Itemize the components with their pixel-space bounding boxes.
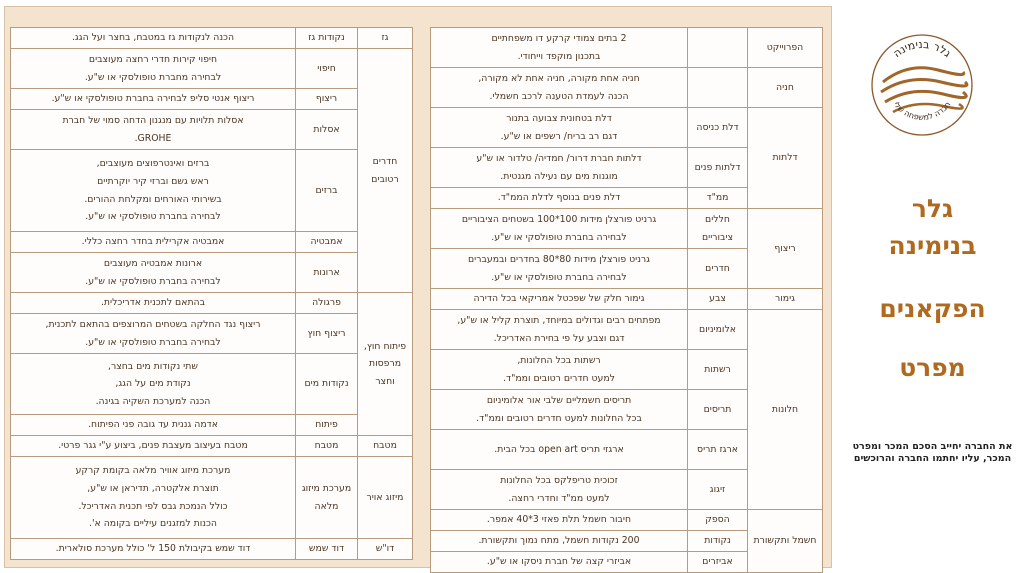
legal-note: את החברה יחייב הסכם המכר ומפרט המכר, עליו יחתמו החברה והרוכשים [852,441,1013,465]
category-finish: גימור [748,289,823,310]
subcategory: מטבח [296,436,358,457]
description: אמבטיה אקרילית בחדר רחצה כללי. [11,232,296,253]
category-solar: דו"ש [358,539,413,560]
brand-title-1: גלר [911,194,954,223]
subcategory: אסלות [296,110,358,150]
description: דלת פנים בנוסף לדלת הממ"ד. [431,188,688,209]
description: חיפוי קירות חדרי רחצה מעוצבים לבחירה מחברת טופולסקי או ש"ע. [11,49,296,89]
description: ריצוף נגד החלקה בשטחים המרוצפים בהתאם לתכנית, לבחירה בחברת טופולסקי או ש"ע. [11,314,296,354]
subcategory: צבע [688,289,748,310]
subcategory: ממ"ד [688,188,748,209]
table-row [11,539,413,560]
table-row [11,110,413,150]
subcategory: חדרים [688,249,748,289]
category-ac: מיזוג אויר [358,457,413,539]
logo-icon [863,22,981,148]
table-row [11,253,413,293]
description: חיבור חשמל תלת פאזי 3*40 אמפר. [431,510,688,531]
subcategory: נקודות [688,531,748,552]
category-kitchen: מטבח [358,436,413,457]
description: אביזרי קצה של חברת ניסקו או ש"ע. [431,552,688,573]
table-row [11,354,413,415]
spec-table-left [10,27,413,560]
category-parking: חניה [748,68,823,108]
description: דלתות חברת דרור/ חמדיה/ טלדור או ש"ע מוגנות מים עם נעילה מגנטית. [431,148,688,188]
brand-title-3: הפקאנים [879,294,986,323]
description: מפתחים רבים וגדולים במיוחד, תוצרת קליל או ש"ע, דגם וצבע על פי בחירת האדריכל. [431,310,688,350]
table-row [431,68,823,108]
description: הכנה לנקודות גז במטבח, בחצר ועל הגג. [11,28,296,49]
description: זכוכית טריפלקס בכל החלונות למעט ממ"ד וחדרי רחצה. [431,470,688,510]
subcategory: חללים ציבוריים [688,209,748,249]
description: ברזים ואינטרפוצים מעוצבים, ראש גשם וברזי קיר יוקרתיים בשירותי האורחים ומקלחת ההורים. לבחירה בחברת טופולסקי או ש"ע. [11,150,296,232]
description: חניה אחת מקורה, חניה אחת לא מקורה, הכנה לעמדת הטענה לרכב חשמלי. [431,68,688,108]
description: ארונות אמבטיה מעוצבים לבחירה בחברת טופולסקי או ש"ע. [11,253,296,293]
table-row [431,310,823,350]
category-flooring: ריצוף [748,209,823,289]
subcategory: דוד שמש [296,539,358,560]
subcategory: חיפוי [296,49,358,89]
description: גרניט פורצלן מידות 100*100 בשטחים הציבוריים לבחירה בחברת טופולסקי או ש"ע. [431,209,688,249]
brand-panel [841,8,1024,573]
subcategory: פיתוח [296,415,358,436]
description: גימור חלק של שפכטל אמריקאי בכל הדירה [431,289,688,310]
table-row [431,209,823,249]
subcategory: תריסים [688,390,748,430]
description: מערכת מיזוג אוויר מלאה בקומת קרקע תוצרת אלקטרה, תדיראן או ש"ע, כולל הנמכת גבס לפי תכנית האדריכל. הכנות למזגנים עיליים בקומה א'. [11,457,296,539]
description: אדמה גננית עד גובה פני הפיתוח. [11,415,296,436]
subcategory: אביזרים [688,552,748,573]
subcategory: רשתות [688,350,748,390]
subcategory: ארונות [296,253,358,293]
table-row [431,289,823,310]
subcategory: ברזים [296,150,358,232]
table-row [431,28,823,68]
subcategory [688,28,748,68]
category-gas: גז [358,28,413,49]
brand-title-4: מפרט [899,353,966,382]
category-electric: חשמל ותקשורת [748,510,823,573]
description: תריסים חשמליים שלבי אור אלומיניום בכל החלונות למעט חדרים רטובים וממ"ד. [431,390,688,430]
description: אסלות תלויות עם מנגנון הדחה סמוי של חברת GROHE. [11,110,296,150]
spec-table-right [430,27,823,573]
description: ארגזי תריס open art בכל הבית. [431,430,688,470]
description: שתי נקודות מים בחצר, נקודת מים על הגג, הכנה למערכת השקיה בגינה. [11,354,296,415]
table-row [11,232,413,253]
description: דוד שמש בקיבולת 150 ל' כולל מערכת סולארית. [11,539,296,560]
subcategory: ריצוף חוץ [296,314,358,354]
description: 2 בתים צמודי קרקע דו משפחתיים בתכנון מוקפד וייחודי. [431,28,688,68]
category-doors: דלתות [748,108,823,209]
table-row [11,49,413,89]
table-row [11,436,413,457]
subcategory: דלת כניסה [688,108,748,148]
table-row [11,89,413,110]
table-row [431,510,823,531]
spec-panel [4,6,832,568]
description: מטבח בעיצוב מעצבת פנים, ביצוע ע"י גגר פרטי. [11,436,296,457]
category-wet-rooms: חדרים רטובים [358,49,413,293]
subcategory: פרגולה [296,293,358,314]
subcategory: אלומיניום [688,310,748,350]
table-row [431,108,823,148]
subcategory: זיגוג [688,470,748,510]
table-row [11,28,413,49]
table-row [11,150,413,232]
table-row [11,457,413,539]
logo-text: גלר בנימינה [890,37,954,61]
table-row [11,415,413,436]
description: ריצוף אנטי סליפ לבחירה בחברת טופולסקי או ש"ע. [11,89,296,110]
subcategory [688,68,748,108]
category-outdoor: פיתוח חוץ, מרפסות וחצר [358,293,413,436]
description: גרניט פורצלן מידות 80*80 בחדרים ובמעברים לבחירה בחברת טופולסקי או ש"ע. [431,249,688,289]
category-project: הפרוייקט [748,28,823,68]
table-row [11,314,413,354]
description: בהתאם לתכנית אדריכלית. [11,293,296,314]
subcategory: הספק [688,510,748,531]
subcategory: ארגז תריס [688,430,748,470]
subcategory: אמבטיה [296,232,358,253]
subcategory: ריצוף [296,89,358,110]
description: 200 נקודות חשמל, מתח נמוך ותקשורת. [431,531,688,552]
company-logo [863,22,981,148]
subcategory: נקודות גז [296,28,358,49]
table-row [11,293,413,314]
description: רשתות בכל החלונות, למעט חדרים רטובים וממ"ד. [431,350,688,390]
subcategory: מערכת מיזוג מלאה [296,457,358,539]
subcategory: דלתות פנים [688,148,748,188]
subcategory: נקודות מים [296,354,358,415]
logo-subtext: חברה למשפחה שלי [891,99,953,122]
category-windows: חלונות [748,310,823,510]
description: דלת בטחונית צבועה בתנור דגם רב בריח/ רשפים או ש"ע. [431,108,688,148]
brand-title-2: בנימינה [888,231,977,260]
